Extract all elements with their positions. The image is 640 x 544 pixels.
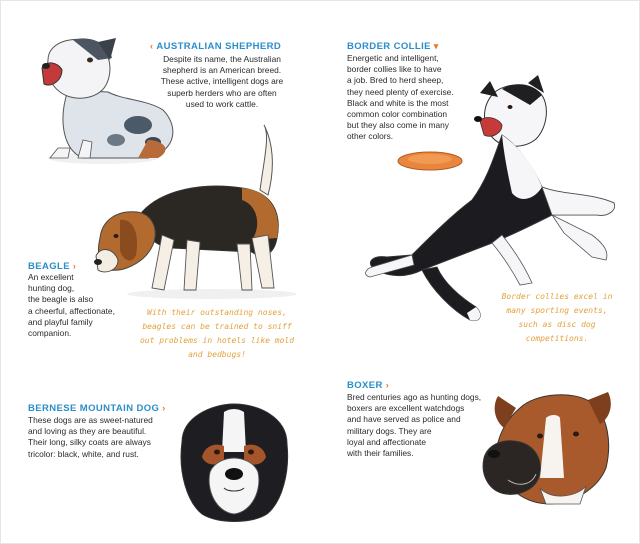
- right-arrow-icon: ›: [382, 380, 390, 390]
- left-arrow-icon: ‹: [150, 41, 157, 51]
- right-arrow-icon: ›: [70, 261, 77, 271]
- beagle-title: BEAGLE ›: [28, 261, 77, 272]
- boxer-text: Bred centuries ago as hunting dogs, boxers are excellent watchdogs and have served as police and military dogs. They are loyal and affectionate with their families.: [347, 392, 482, 459]
- bernese-title: BERNESE MOUNTAIN DOG ›: [28, 403, 166, 414]
- border-collie-title: BORDER COLLIE ▾: [347, 41, 439, 52]
- beagle-note: With their outstanding noses, beagles can be trained to sniff out problems in hotels like mold and bedbugs!: [139, 308, 295, 359]
- australian-shepherd-text: Despite its name, the Australian shepherd is an American breed. These active, intelligent dogs are superb herders who are often used to work cattle.: [160, 54, 284, 109]
- australian-shepherd-title: ‹ AUSTRALIAN SHEPHERD: [150, 41, 282, 52]
- beagle-illustration: [92, 120, 302, 300]
- right-arrow-icon: ›: [159, 403, 166, 413]
- down-arrow-icon: ▾: [430, 41, 439, 51]
- bernese-text: These dogs are as sweet-natured and loving as they are beautiful. Their long, silky coats are always tricolor: black, white, and rust.: [28, 415, 153, 459]
- bernese-illustration: [172, 402, 297, 527]
- border-collie-note: Border collies excel in many sporting events, such as disc dog competitions.: [501, 292, 613, 343]
- boxer-illustration: [480, 388, 620, 510]
- beagle-text: An excellent hunting dog, the beagle is also a cheerful, affectionate, and playful family companion.: [28, 272, 115, 339]
- border-collie-text: Energetic and intelligent, border collies like to have a job. Bred to herd sheep, they need plenty of exercise. Black and white is the most common color combination but they also come in many other colors.: [347, 53, 454, 142]
- boxer-title: BOXER ›: [347, 380, 390, 391]
